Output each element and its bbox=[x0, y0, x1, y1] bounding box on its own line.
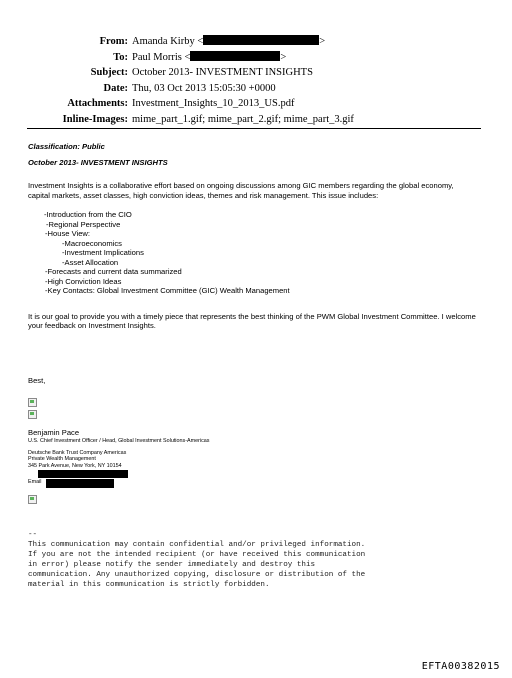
from-close: > bbox=[319, 36, 326, 47]
goal-paragraph: It is our goal to provide you with a timely piece that represents the best thinking of the PWM Global Investment Committee. I welcome your feedback on Investment Insights. bbox=[28, 311, 476, 330]
redaction-bar bbox=[203, 35, 319, 45]
list-item: -Investment Implications bbox=[62, 248, 144, 257]
inline-images-label: Inline-Images: bbox=[62, 113, 128, 125]
to-name: Paul Morris < bbox=[132, 51, 191, 63]
document-id: EFTA00382015 bbox=[421, 661, 500, 672]
to-value bbox=[132, 50, 286, 66]
list-item: -Key Contacts: Global Investment Committee (GIC) Wealth Management bbox=[45, 286, 290, 295]
email-header bbox=[0, 34, 512, 127]
disclaimer-line: communication. Any unauthorized copying, disclosure or distribution of the bbox=[28, 571, 366, 580]
list-item: -Asset Allocation bbox=[62, 257, 119, 267]
disclaimer-line: material in this communication is strictly forbidden. bbox=[28, 581, 270, 590]
to-close: > bbox=[280, 51, 287, 63]
from-row bbox=[0, 34, 512, 50]
attachments-label: Attachments: bbox=[67, 98, 128, 109]
header-divider bbox=[27, 128, 481, 129]
redaction-bar bbox=[46, 479, 114, 488]
email-label: Email bbox=[28, 479, 42, 486]
inline-images-row bbox=[0, 112, 512, 128]
from-name: Amanda Kirby < bbox=[132, 36, 204, 47]
disclaimer-separator: -- bbox=[28, 531, 38, 540]
to-row bbox=[0, 50, 512, 66]
broken-image-icon bbox=[28, 410, 488, 419]
broken-image-icon bbox=[28, 495, 488, 504]
email-body bbox=[28, 142, 488, 590]
list-item: -Regional Perspective bbox=[46, 219, 121, 229]
attachments-row bbox=[0, 96, 512, 112]
signature-contact-redacted bbox=[28, 470, 488, 490]
newsletter-title: October 2013- INVESTMENT INSIGHTS bbox=[28, 157, 168, 167]
list-item: -House View: bbox=[45, 229, 91, 238]
intro-paragraph: Investment Insights is a collaborative effort based on ongoing discussions among GIC members regarding the global economy, capital markets, asset classes, high conviction ideas, themes and risk management. This issue includes: bbox=[28, 181, 454, 200]
list-item: -Forecasts and current data summarized bbox=[45, 267, 182, 276]
signature-company: Deutsche Bank Trust Company Americas bbox=[28, 449, 127, 456]
subject-row bbox=[0, 65, 512, 81]
list-item: -High Conviction Ideas bbox=[45, 276, 122, 286]
signature-address: 345 Park Avenue, New York, NY 10154 bbox=[28, 462, 122, 469]
date-value: Thu, 03 Oct 2013 15:05:30 +0000 bbox=[132, 82, 276, 94]
signature-title: U.S. Chief Investment Officer / Head, Global Investment Solutions-Americas bbox=[28, 437, 210, 444]
subject-label: Subject: bbox=[90, 67, 128, 78]
to-label: To: bbox=[113, 51, 128, 63]
disclaimer-line: in error) please notify the sender immediately and destroy this bbox=[28, 561, 316, 570]
signature-division: Private Wealth Management bbox=[28, 456, 96, 463]
date-row bbox=[0, 81, 512, 97]
signature-name: Benjamin Pace bbox=[28, 428, 80, 437]
closing-text: Best, bbox=[28, 375, 46, 385]
redaction-bar bbox=[190, 51, 280, 61]
date-label: Date: bbox=[103, 82, 128, 94]
list-item: -Introduction from the CIO bbox=[44, 210, 132, 219]
from-value bbox=[132, 34, 325, 50]
disclaimer-line: This communication may contain confidential and/or privileged information. bbox=[28, 541, 366, 550]
inline-images-value: mime_part_1.gif; mime_part_2.gif; mime_part_3.gif bbox=[132, 113, 354, 125]
classification-label: Classification: Public bbox=[28, 142, 105, 151]
redaction-bar bbox=[38, 470, 128, 478]
disclaimer bbox=[28, 540, 488, 590]
contents-list bbox=[28, 210, 488, 296]
disclaimer-line: If you are not the intended recipient (or have received this communication bbox=[28, 551, 366, 560]
from-label: From: bbox=[99, 36, 128, 47]
attachment-link[interactable]: Investment_Insights_10_2013_US.pdf bbox=[132, 98, 295, 109]
list-item: -Macroeconomics bbox=[62, 238, 122, 248]
subject-value: October 2013- INVESTMENT INSIGHTS bbox=[132, 67, 313, 78]
signature-block bbox=[28, 450, 488, 469]
broken-image-icon bbox=[28, 398, 488, 407]
